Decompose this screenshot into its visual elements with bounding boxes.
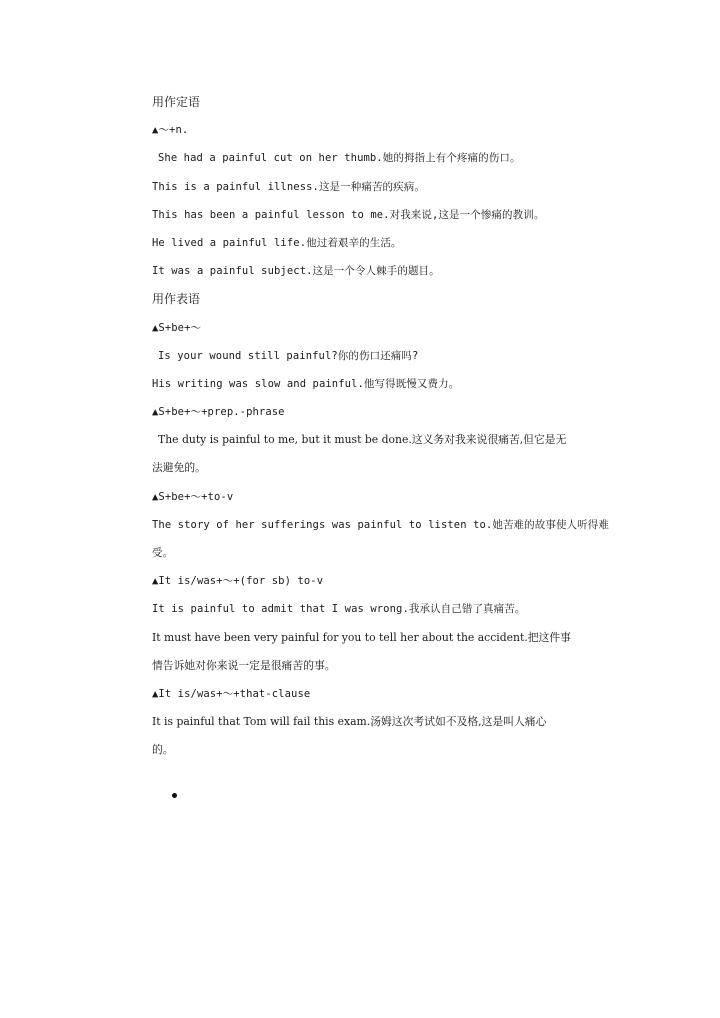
example-sentence-continuation: 的。 — [152, 743, 174, 757]
pattern-line: ▲～+n. — [152, 124, 189, 137]
example-sentence: This has been a painful lesson to me.对我来说,这是一个惨痛的教训。 — [152, 208, 545, 221]
example-sentence: The story of her sufferings was painful to listen to.她苦难的故事使人听得难 — [152, 518, 609, 531]
example-sentence: He lived a painful life.他过着艰辛的生活。 — [152, 236, 402, 249]
example-sentence: His writing was slow and painful.他写得既慢又费力。 — [152, 377, 460, 390]
pattern-line: ▲It is/was+～+(for sb) to-v — [152, 575, 324, 588]
pattern-line: ▲S+be+～+prep.-phrase — [152, 406, 285, 419]
pattern-line: ▲It is/was+～+that-clause — [152, 687, 311, 700]
example-sentence: It was a painful subject.这是一个令人棘手的题目。 — [152, 265, 440, 278]
section-heading-attributive: 用作定语 — [152, 95, 201, 109]
example-sentence: Is your wound still painful?你的伤口还痛吗? — [158, 349, 419, 362]
example-sentence: The duty is painful to me, but it must be done.这义务对我来说很痛苦,但它是无 — [158, 433, 567, 447]
example-sentence: It must have been very painful for you to tell her about the accident.把这件事 — [152, 630, 571, 644]
example-sentence: She had a painful cut on her thumb.她的拇指上有个疼痛的伤口。 — [158, 152, 521, 165]
bullet-dot — [172, 793, 177, 798]
document-body — [152, 88, 622, 765]
example-sentence-continuation: 受。 — [152, 547, 174, 559]
example-sentence: It is painful that Tom will fail this exam.汤姆这次考试如不及格,这是叫人痛心 — [152, 715, 547, 729]
pattern-line: ▲S+be+～ — [152, 321, 202, 334]
example-sentence-continuation: 情告诉她对你来说一定是很痛苦的事。 — [152, 658, 336, 672]
example-sentence: It is painful to admit that I was wrong.我承认自己错了真痛苦。 — [152, 603, 526, 616]
example-sentence-continuation: 法避免的。 — [152, 461, 206, 475]
example-sentence: This is a painful illness.这是一种痛苦的疾病。 — [152, 180, 425, 193]
section-heading-predicative: 用作表语 — [152, 292, 201, 307]
pattern-line: ▲S+be+～+to-v — [152, 490, 234, 503]
